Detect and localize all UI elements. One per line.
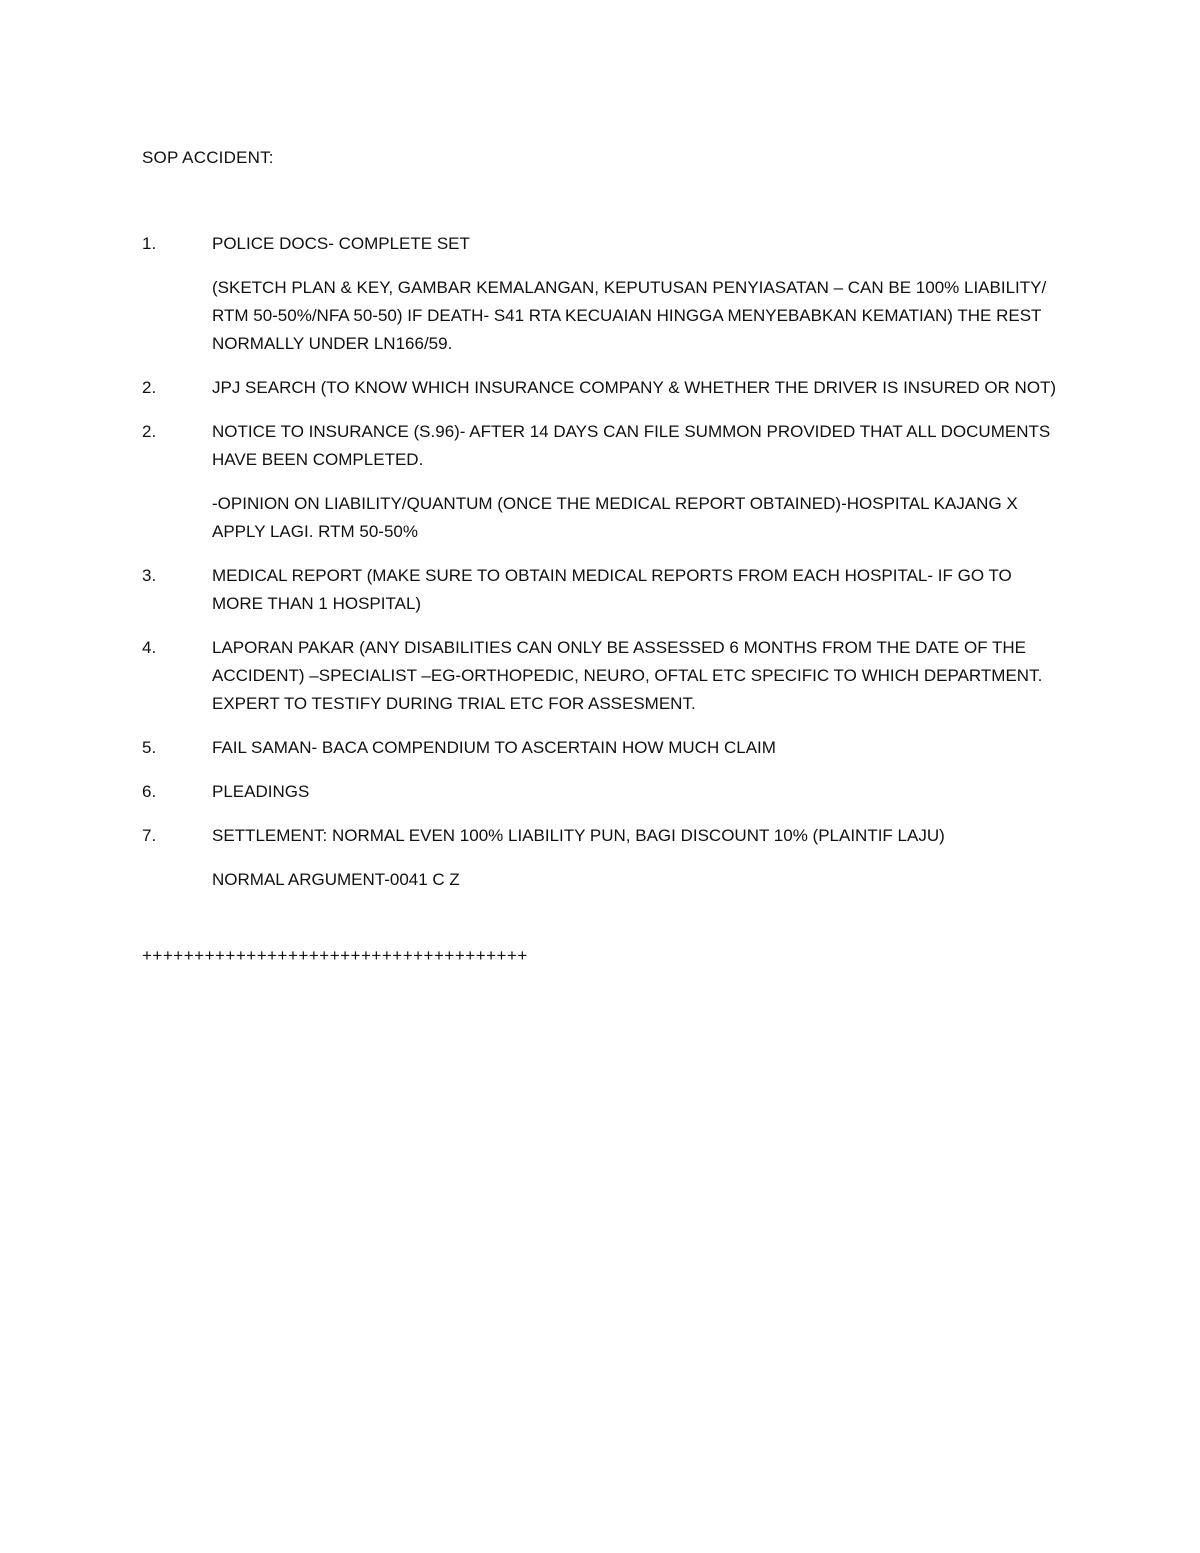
list-item [142,778,1062,806]
separator-line: +++++++++++++++++++++++++++++++++++++ [142,946,528,965]
item-text: MEDICAL REPORT (MAKE SURE TO OBTAIN MEDICAL REPORTS FROM EACH HOSPITAL- IF GO TO MORE THAN 1 HOSPITAL) [212,566,1012,613]
list-item [142,374,1062,402]
list-item [142,418,1062,546]
item-text: FAIL SAMAN- BACA COMPENDIUM TO ASCERTAIN HOW MUCH CLAIM [212,738,776,757]
sop-list [142,230,1062,910]
list-item [142,230,1062,358]
item-number: 4. [142,638,157,657]
item-number: 3. [142,566,157,585]
item-text: NOTICE TO INSURANCE (S.96)- AFTER 14 DAYS CAN FILE SUMMON PROVIDED THAT ALL DOCUMENTS HAVE BEEN COMPLETED. [212,422,1051,469]
list-item [142,822,1062,894]
item-text: LAPORAN PAKAR (ANY DISABILITIES CAN ONLY BE ASSESSED 6 MONTHS FROM THE DATE OF THE ACCIDENT) –SPECIALIST –EG-ORTHOPEDIC, NEURO, OFTAL ETC SPECIFIC TO WHICH DEPARTMENT. EXPERT TO TESTIFY DURING TRIAL ETC FOR ASSESMENT. [212,638,1043,713]
item-number: 5. [142,738,157,757]
item-text: -OPINION ON LIABILITY/QUANTUM (ONCE THE MEDICAL REPORT OBTAINED)-HOSPITAL KAJANG X APPLY LAGI. RTM 50-50% [212,494,1018,541]
item-text: SETTLEMENT: NORMAL EVEN 100% LIABILITY PUN, BAGI DISCOUNT 10% (PLAINTIF LAJU) [212,826,945,845]
item-number: 2. [142,422,157,441]
item-number: 1. [142,234,157,253]
list-item [142,634,1062,718]
item-text: (SKETCH PLAN & KEY, GAMBAR KEMALANGAN, KEPUTUSAN PENYIASATAN – CAN BE 100% LIABILITY/ RTM 50-50%/NFA 50-50) IF DEATH- S41 RTA KECUAIAN HINGGA MENYEBABKAN KEMATIAN) THE REST NORMALLY UNDER LN166/59. [212,278,1047,353]
item-text: POLICE DOCS- COMPLETE SET [212,234,470,253]
list-item [142,562,1062,618]
list-item [142,734,1062,762]
item-number: 7. [142,826,157,845]
item-text: JPJ SEARCH (TO KNOW WHICH INSURANCE COMPANY & WHETHER THE DRIVER IS INSURED OR NOT) [212,378,1057,397]
document-title: SOP ACCIDENT: [142,148,274,167]
item-text: NORMAL ARGUMENT-0041 C Z [212,870,460,889]
item-number: 2. [142,378,157,397]
item-number: 6. [142,782,157,801]
item-text: PLEADINGS [212,782,310,801]
